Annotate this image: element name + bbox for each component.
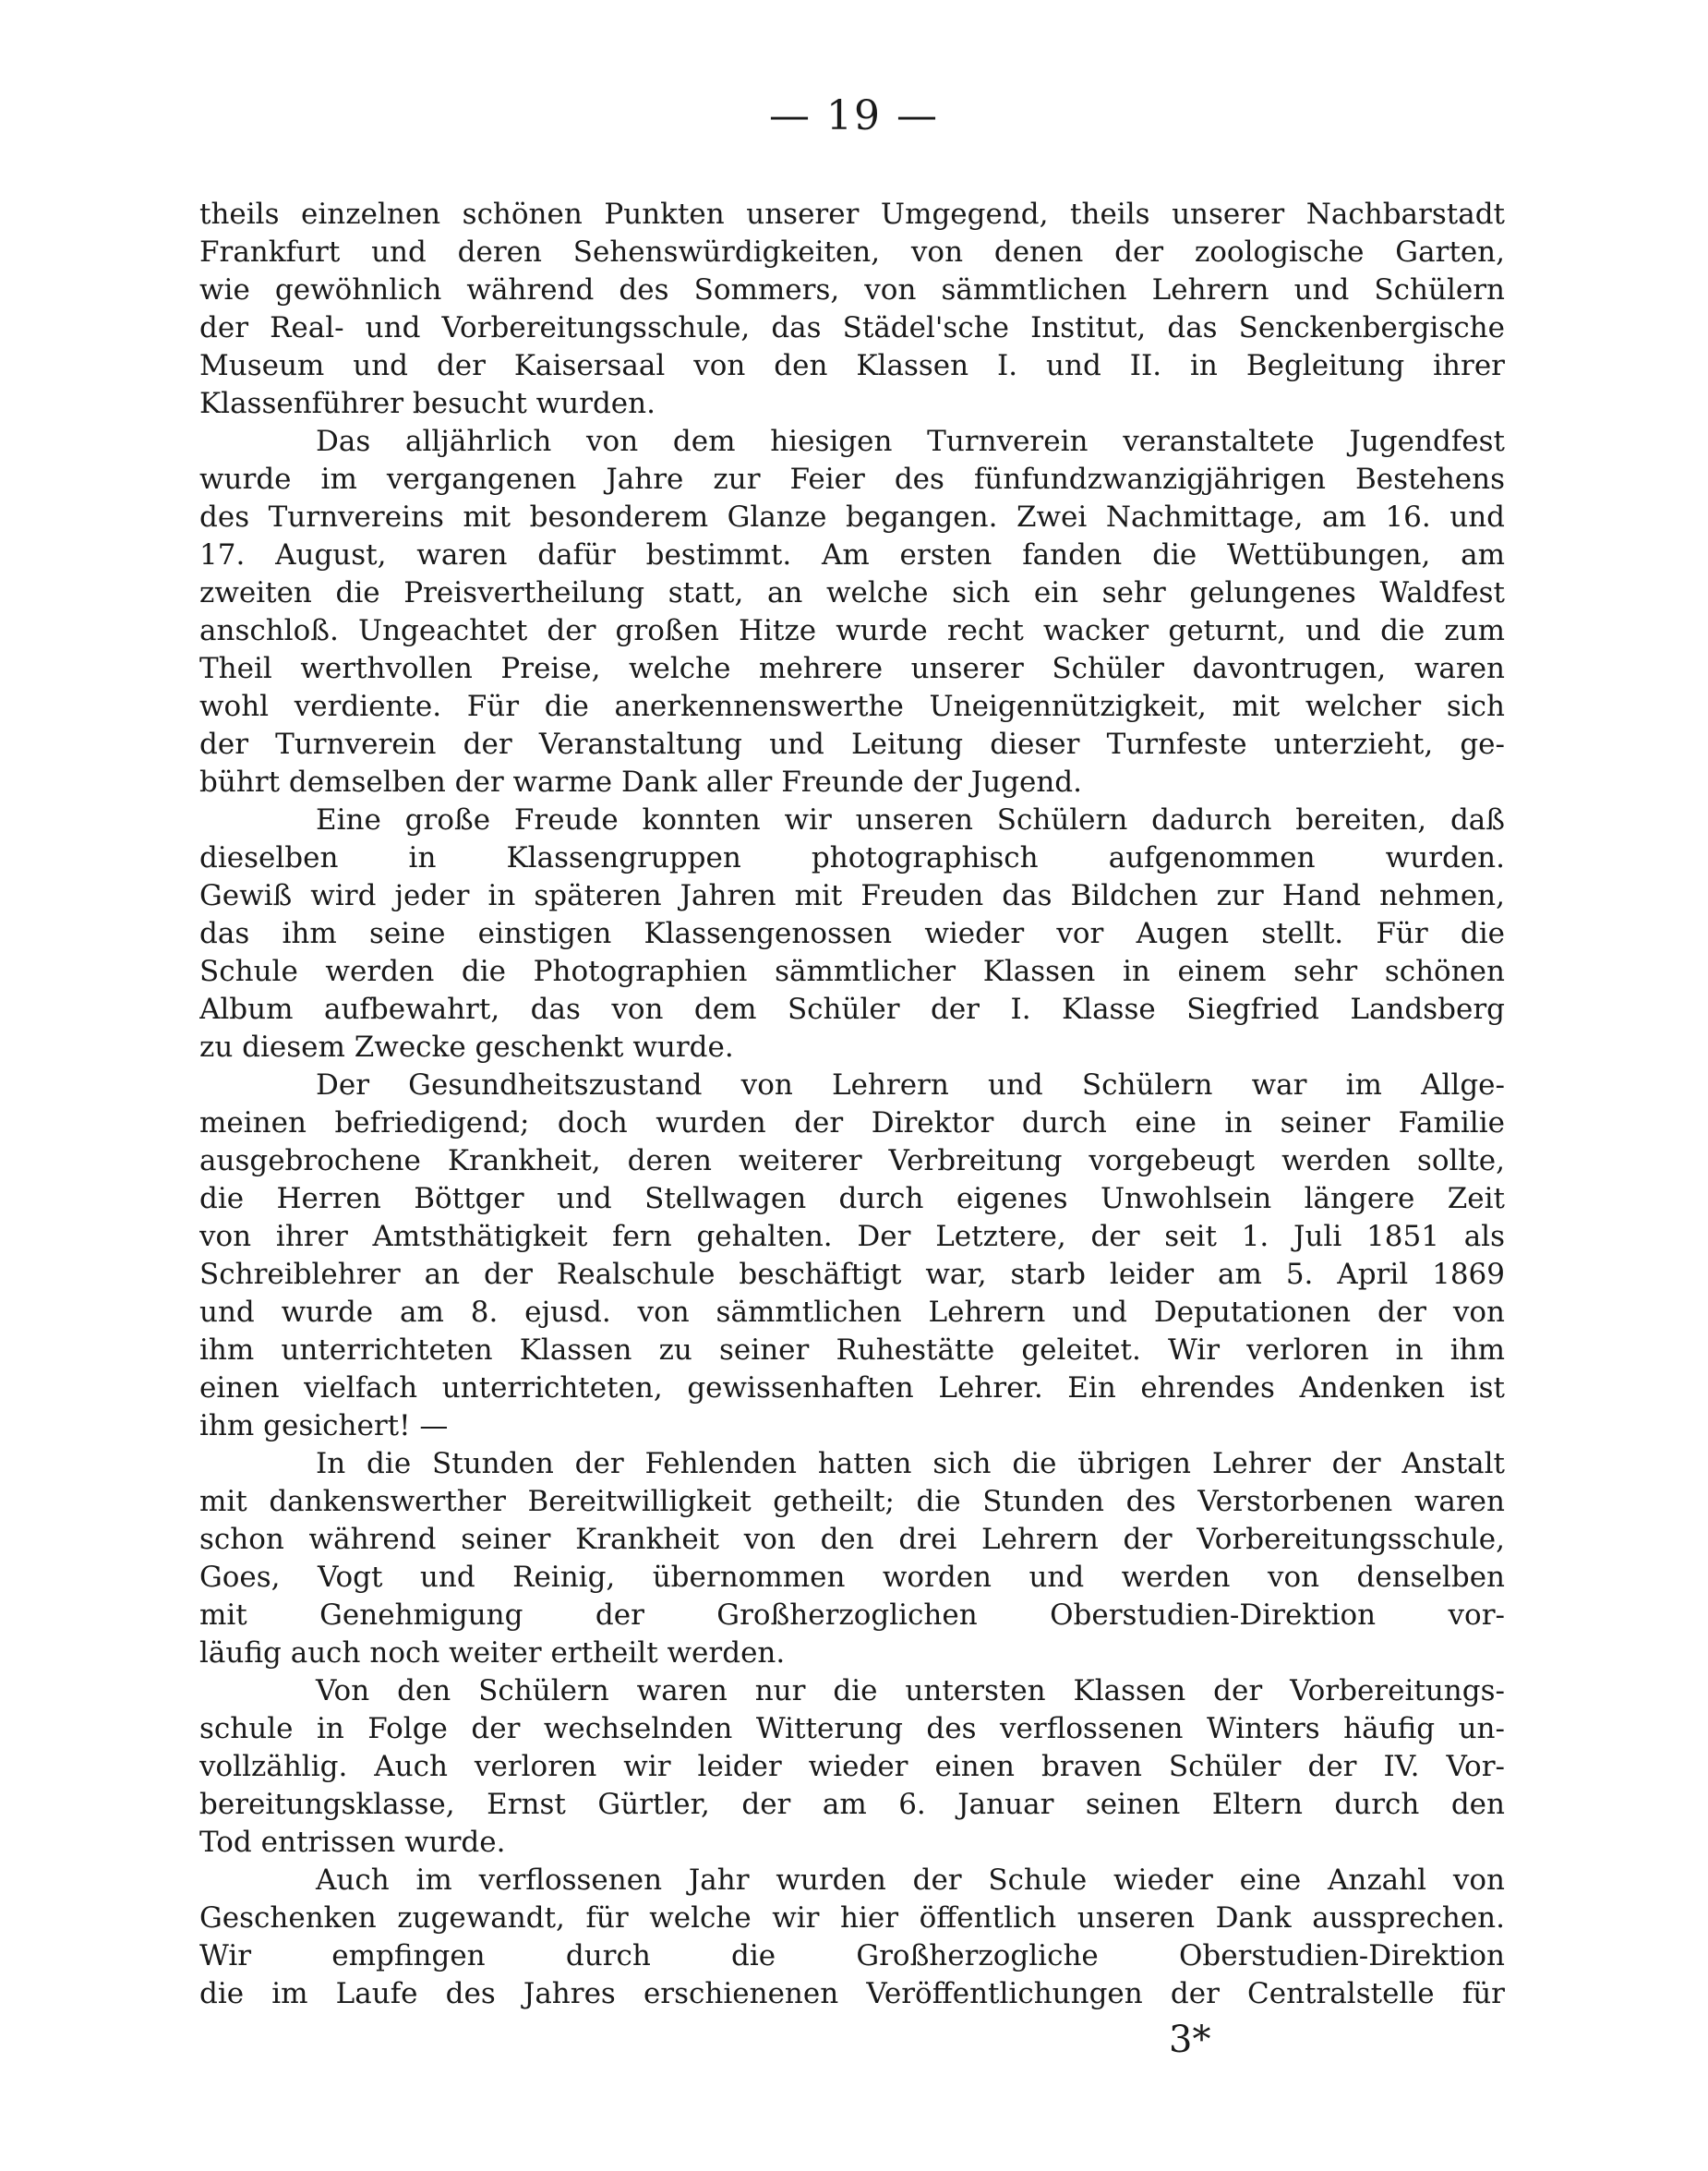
text-line: bührt demselben der warme Dank aller Freunde der Jugend. [199,766,1082,799]
text-line: die im Laufe des Jahres erschienenen Veröffentlichungen der Centralstelle für [199,1977,1505,2010]
text-line: ausgebrochene Krankheit, deren weiterer Verbreitung vorgebeugt werden sollte, [199,1144,1505,1177]
text-line: schon während seiner Krankheit von den drei Lehrern der Vorbereitungsschule, [199,1523,1505,1556]
text-line: Schule werden die Photographien sämmtlicher Klassen in einem sehr schönen [199,955,1505,988]
text-line: Gewiß wird jeder in späteren Jahren mit Freuden das Bildchen zur Hand nehmen, [199,879,1505,912]
text-line: mit dankenswerther Bereitwilligkeit getheilt; die Stunden des Verstorbenen waren [199,1485,1505,1518]
text-line: einen vielfach unterrichteten, gewissenhaften Lehrer. Ein ehrendes Andenken ist [199,1371,1505,1405]
text-line: zweiten die Preisvertheilung statt, an welche sich ein sehr gelungenes Waldfest [199,576,1505,609]
text-line: schule in Folge der wechselnden Witterung des verflossenen Winters häufig un- [199,1712,1505,1745]
text-line: wurde im vergangenen Jahre zur Feier des fünfundzwanzigjährigen Bestehens [199,463,1505,496]
text-line: Tod entrissen wurde. [199,1826,506,1859]
text-line: der Real- und Vorbereitungsschule, das Städel'sche Institut, das Senckenbergische [199,311,1505,344]
paragraph-start-line: Von den Schülern waren nur die untersten Klassen der Vorbereitungs- [316,1674,1505,1707]
text-line: zu diesem Zwecke geschenkt wurde. [199,1031,734,1064]
text-line: Schreiblehrer an der Realschule beschäftigt war, starb leider am 5. April 1869 [199,1258,1505,1291]
text-line: des Turnvereins mit besonderem Glanze begangen. Zwei Nachmittage, am 16. und [199,501,1505,534]
text-line: Album aufbewahrt, das von dem Schüler der I. Klasse Siegfried Landsberg [199,993,1505,1026]
text-line: wie gewöhnlich während des Sommers, von sämmtlichen Lehrern und Schülern [199,273,1505,307]
text-line: Geschenken zugewandt, für welche wir hier öffentlich unseren Dank aussprechen. [199,1901,1505,1935]
text-line: Frankfurt und deren Sehenswürdigkeiten, von denen der zoologische Garten, [199,235,1505,269]
text-line: meinen befriedigend; doch wurden der Direktor durch eine in seiner Familie [199,1106,1505,1140]
text-line: ihm unterrichteten Klassen zu seiner Ruhestätte geleitet. Wir verloren in ihm [199,1333,1505,1367]
text-line: anschloß. Ungeachtet der großen Hitze wurde recht wacker geturnt, und die zum [199,614,1505,647]
text-line: der Turnverein der Veranstaltung und Leitung dieser Turnfeste unterzieht, ge- [199,728,1505,761]
text-line: von ihrer Amtsthätigkeit fern gehalten. Der Letztere, der seit 1. Juli 1851 als [199,1220,1505,1253]
text-line: mit Genehmigung der Großherzoglichen Oberstudien-Direktion vor- [199,1598,1505,1632]
text-line: bereitungsklasse, Ernst Gürtler, der am 6. Januar seinen Eltern durch den [199,1788,1505,1821]
text-line: ihm gesichert! — [199,1409,449,1442]
text-line: das ihm seine einstigen Klassengenossen wieder vor Augen stellt. Für die [199,917,1505,950]
text-line: läufig auch noch weiter ertheilt werden. [199,1636,786,1670]
paragraph-start-line: In die Stunden der Fehlenden hatten sich die übrigen Lehrer der Anstalt [316,1447,1505,1480]
paragraph-start-line: Das alljährlich von dem hiesigen Turnverein veranstaltete Jugendfest [316,425,1505,458]
text-line: vollzählig. Auch verloren wir leider wieder einen braven Schüler der IV. Vor- [199,1750,1505,1783]
page-number: — 19 — [769,92,939,139]
body-text [199,196,1505,2013]
text-line: wohl verdiente. Für die anerkennenswerthe Uneigennützigkeit, mit welcher sich [199,690,1505,723]
paragraph-start-line: Eine große Freude konnten wir unseren Schülern dadurch bereiten, daß [316,803,1505,837]
text-line: Theil werthvollen Preise, welche mehrere unserer Schüler davontrugen, waren [199,652,1505,685]
text-line: Goes, Vogt und Reinig, übernommen worden und werden von denselben [199,1561,1505,1594]
text-line: Museum und der Kaisersaal von den Klassen I. und II. in Begleitung ihrer [199,349,1505,382]
text-line: theils einzelnen schönen Punkten unserer Umgegend, theils unserer Nachbarstadt [199,198,1505,231]
text-line: und wurde am 8. ejusd. von sämmtlichen Lehrern und Deputationen der von [199,1296,1505,1329]
text-line: dieselben in Klassengruppen photographisch aufgenommen wurden. [199,841,1505,874]
signature-mark: 3* [1169,2019,1211,2061]
text-line: die Herren Böttger und Stellwagen durch eigenes Unwohlsein längere Zeit [199,1182,1505,1215]
text-line: 17. August, waren dafür bestimmt. Am ersten fanden die Wettübungen, am [199,538,1505,572]
paragraph-start-line: Der Gesundheitszustand von Lehrern und Schülern war im Allge- [316,1068,1505,1102]
paragraph-start-line: Auch im verflossenen Jahr wurden der Schule wieder eine Anzahl von [316,1863,1505,1897]
text-line: Klassenführer besucht wurden. [199,387,656,420]
text-line: Wir empfingen durch die Großherzogliche Oberstudien-Direktion [199,1939,1505,1972]
